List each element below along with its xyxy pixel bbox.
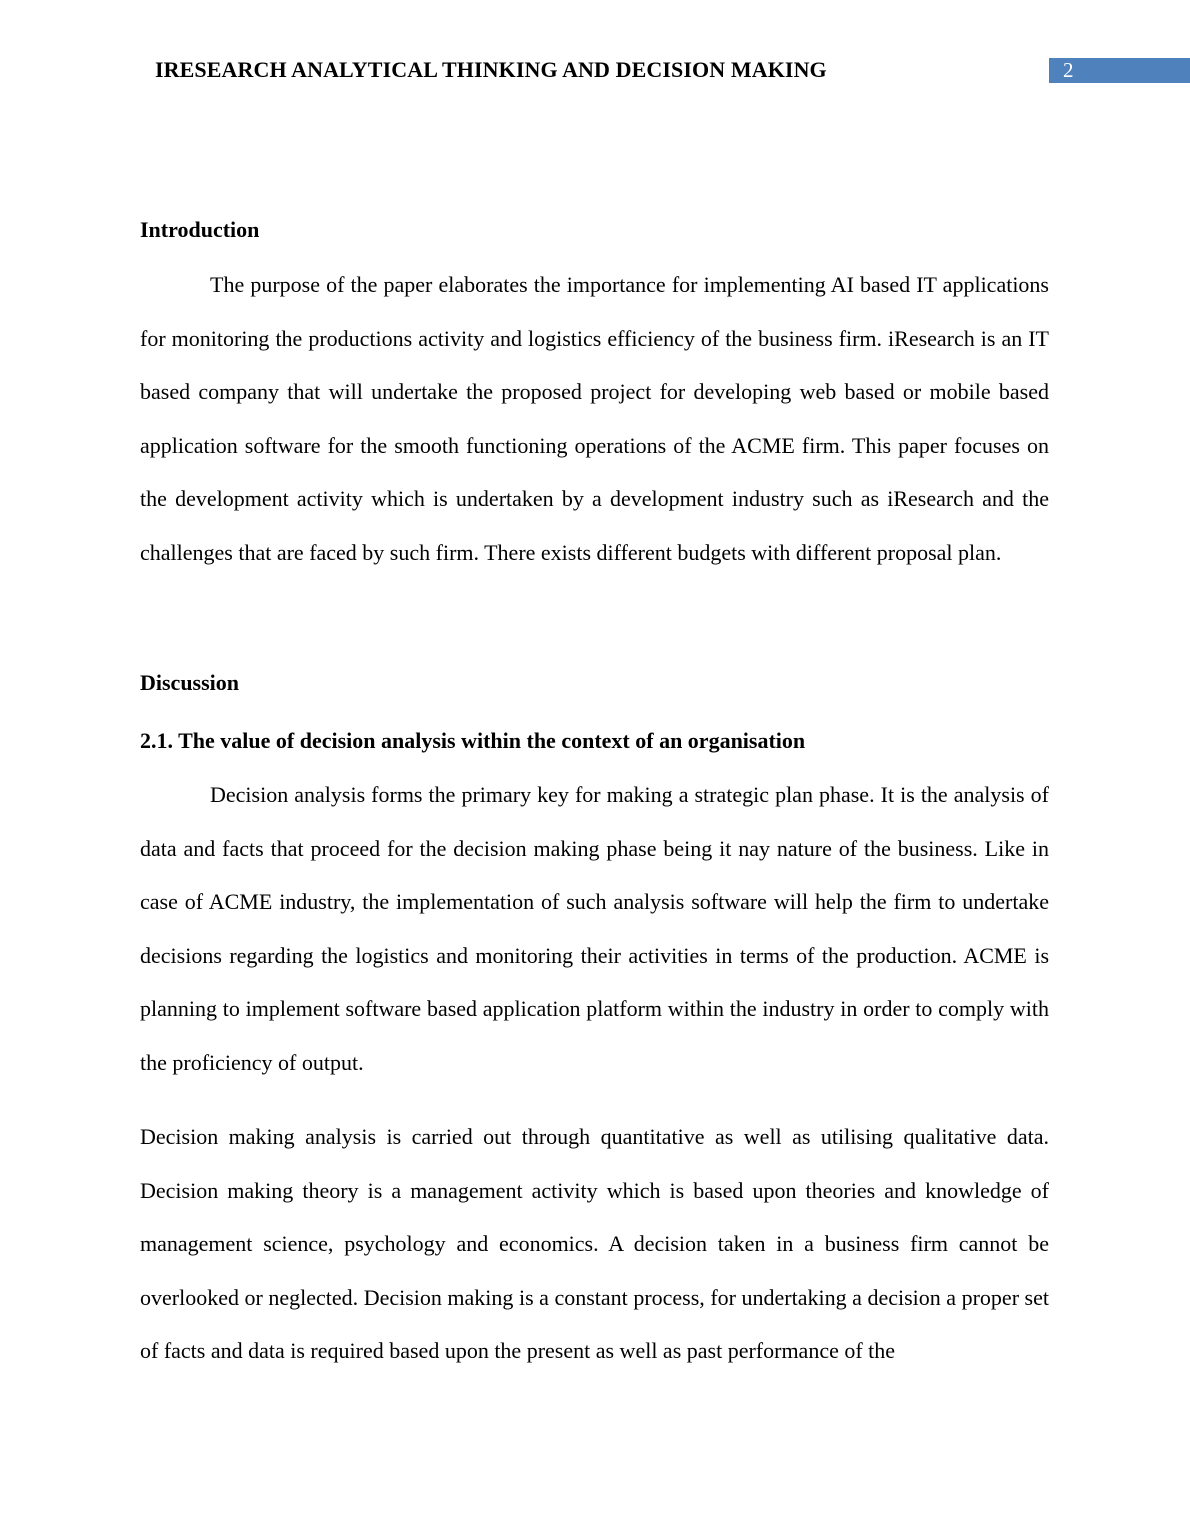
page-number: 2 bbox=[1063, 58, 1074, 82]
discussion-paragraph-1: Decision analysis forms the primary key for making a strategic plan phase. It is the analysis of data and facts that proceed for the decision making phase being it nay nature of the business. Like in case of ACME industry, the implementation of such analysis software will help the firm to undertake decisions regarding the logistics and monitoring their activities in terms of the production. ACME is planning to implement software based application platform within the industry in order to comply with the proficiency of output. bbox=[140, 782, 1049, 1075]
discussion-paragraph-2: Decision making analysis is carried out through quantitative as well as utilising qualitative data. Decision making theory is a management activity which is based upon theories and knowledge of management science, psychology and economics. A decision taken in a business firm cannot be overlooked or neglected. Decision making is a constant process, for undertaking a decision a proper set of facts and data is required based upon the present as well as past performance of the bbox=[140, 1124, 1049, 1364]
introduction-paragraph: The purpose of the paper elaborates the importance for implementing AI based IT applications for monitoring the productions activity and logistics efficiency of the business firm. iResearch is an IT based company that will undertake the proposed project for developing web based or mobile based application software for the smooth functioning operations of the ACME firm. This paper focuses on the development activity which is undertaken by a development industry such as iResearch and the challenges that are faced by such firm. There exists different budgets with different proposal plan. bbox=[140, 272, 1049, 565]
page-number-badge bbox=[1049, 58, 1190, 83]
discussion-heading: Discussion bbox=[140, 670, 240, 695]
introduction-heading: Introduction bbox=[140, 217, 260, 242]
section-2-1-heading: 2.1. The value of decision analysis within the context of an organisation bbox=[140, 728, 806, 753]
running-header-title: IRESEARCH ANALYTICAL THINKING AND DECISION MAKING bbox=[155, 57, 827, 82]
